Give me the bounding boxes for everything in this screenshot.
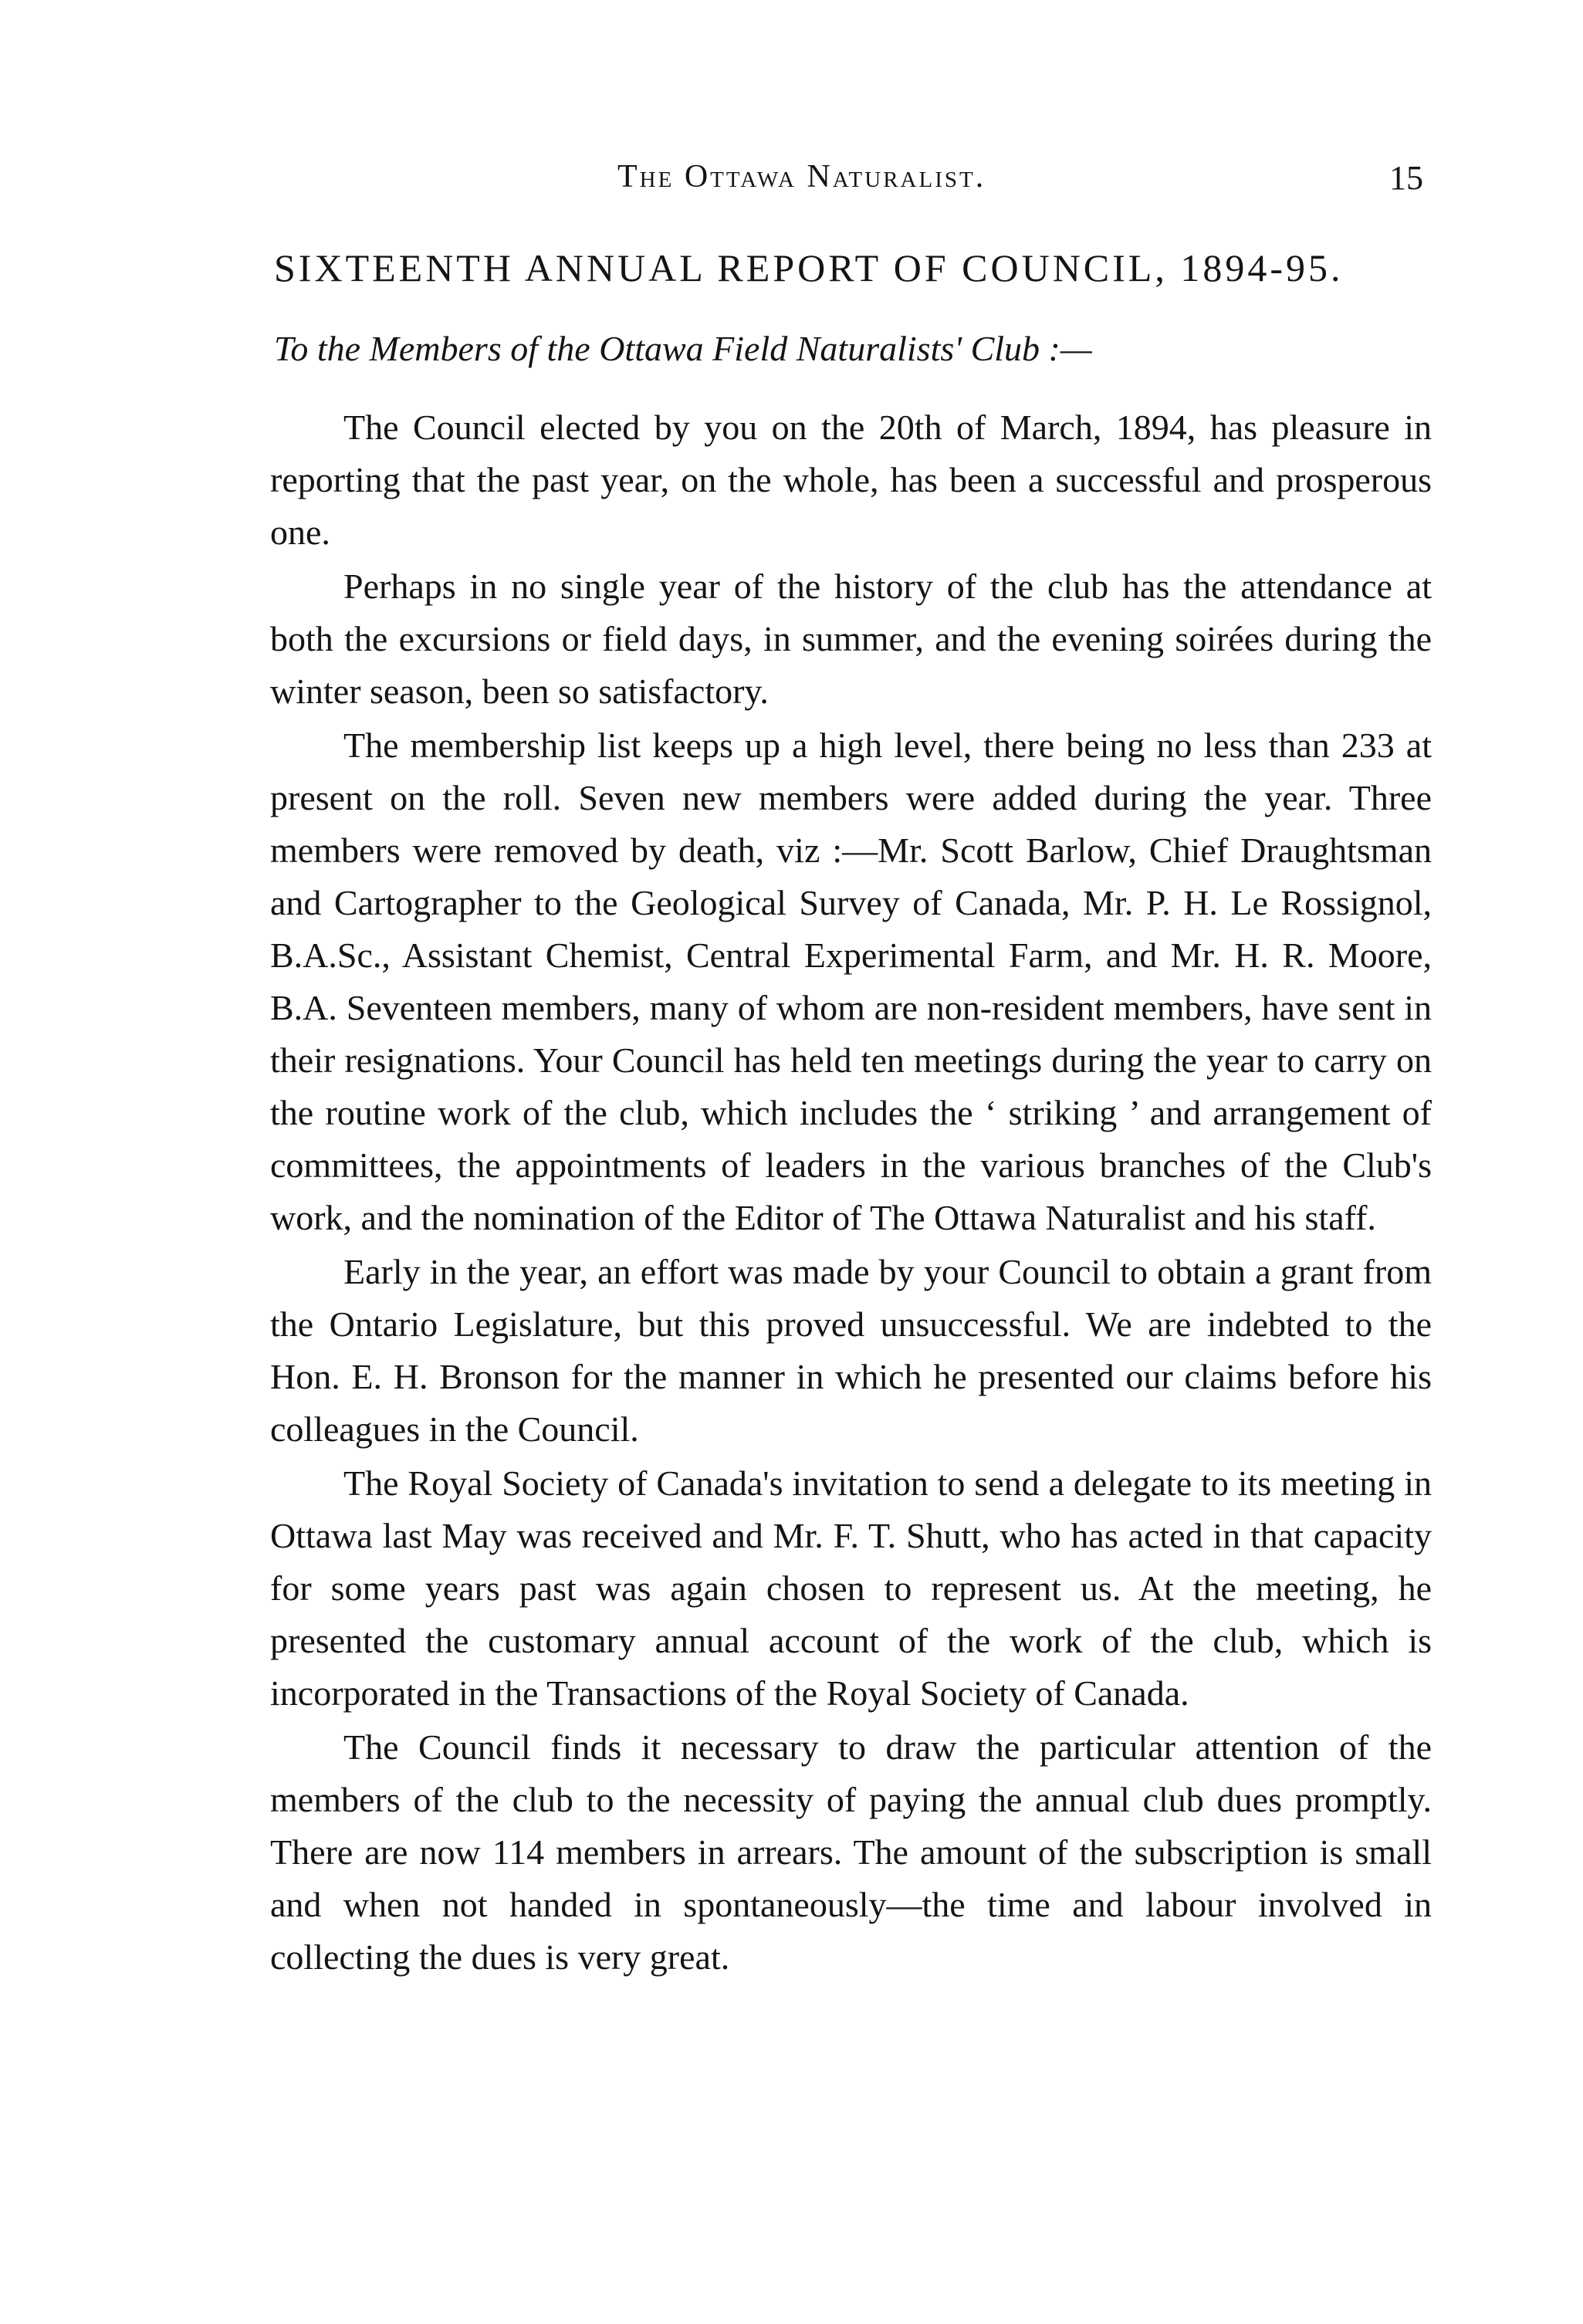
paragraph: The membership list keeps up a high level, there being no less than 233 at present on the roll. Seven new members were added during the year. Three members were removed by death, viz :—Mr. Scott Barlow, Chief Draughtsman and Cartographer to the Geological Survey of Canada, Mr. P. H. Le Rossignol, B.A.Sc., Assistant Chemist, Central Experimental Farm, and Mr. H. R. Moore, B.A. Seventeen members, many of whom are non-resident members, have sent in their resignations. Your Council has held ten meetings during the year to carry on the routine work of the club, which includes the ‘ striking ’ and arrangement of committees, the appointments of leaders in the various branches of the Club's work, and the nomination of the Editor of The Ottawa Naturalist and his staff. <box>270 726 1432 1237</box>
paragraph: The Council elected by you on the 20th of March, 1894, has pleasure in reporting that the past year, on the whole, has been a successful and prosperous one. <box>270 408 1432 552</box>
paragraph: Perhaps in no single year of the history of the club has the attendance at both the excursions or field days, in summer, and the evening soirées during the winter season, been so satisfactory. <box>270 567 1432 711</box>
running-head <box>0 158 1583 205</box>
page-number: 15 <box>1389 159 1423 197</box>
paragraph: The Council finds it necessary to draw the particular attention of the members of the club to the necessity of paying the annual club dues promptly. There are now 114 members in arrears. The amount of the subscription is small and when not handed in spontaneously—the time and labour involved in collecting the dues is very great. <box>270 1727 1432 1977</box>
running-title: The Ottawa Naturalist. <box>617 159 986 195</box>
paragraph: Early in the year, an effort was made by your Council to obtain a grant from the Ontario Legislature, but this proved unsuccessful. We are indebted to the Hon. E. H. Bronson for the manner in which he presented our claims before his colleagues in the Council. <box>270 1252 1432 1449</box>
report-body <box>270 401 1432 1984</box>
paragraph: The Royal Society of Canada's invitation to send a delegate to its meeting in Ottawa last May was received and Mr. F. T. Shutt, who has acted in that capacity for some years past was again chosen to represent us. At the meeting, he presented the customary annual account of the work of the club, which is incorporated in the Transactions of the Royal Society of Canada. <box>270 1463 1432 1713</box>
salutation: To the Members of the Ottawa Field Naturalists' Club :— <box>274 329 1092 368</box>
report-title: SIXTEENTH ANNUAL REPORT OF COUNCIL, 1894-95. <box>274 246 1344 289</box>
